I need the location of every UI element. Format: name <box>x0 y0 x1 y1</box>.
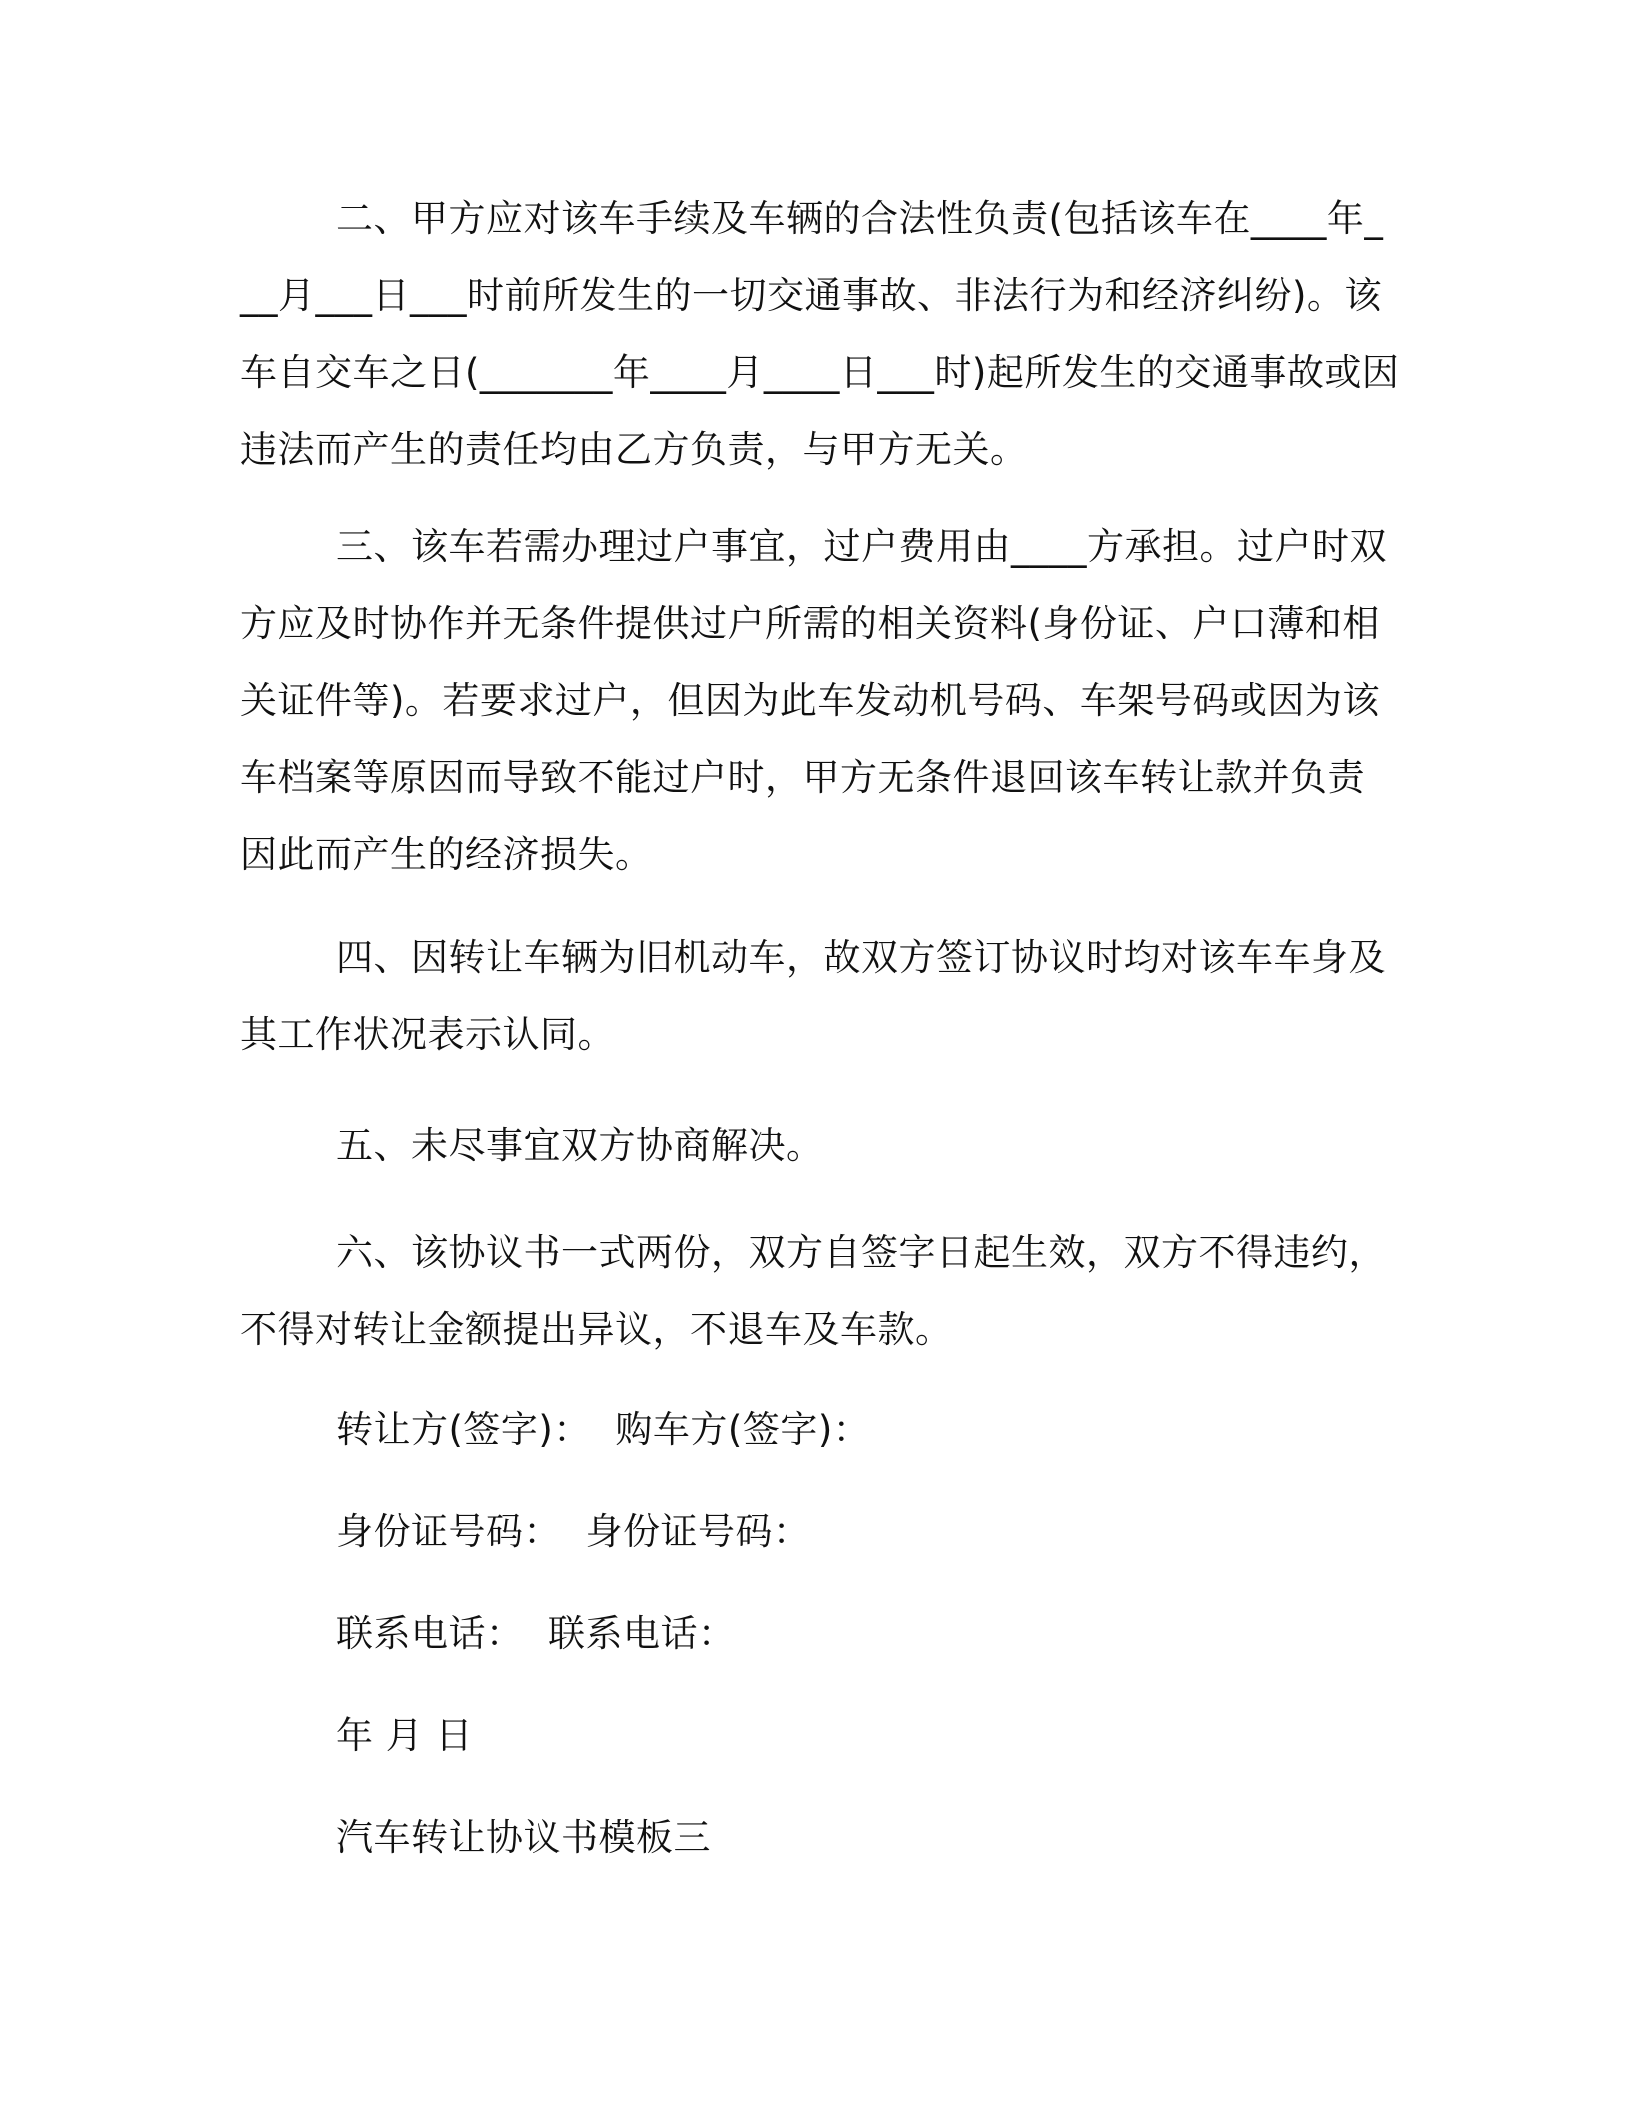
signature-line: 转让方(签字)： 购车方(签字)： <box>336 1408 871 1451</box>
next-template-heading: 汽车转让协议书模板三 <box>336 1816 711 1859</box>
phone-line: 联系电话： 联系电话： <box>336 1612 736 1655</box>
id-number-line: 身份证号码： 身份证号码： <box>336 1510 811 1553</box>
clause-6-paragraph: 六、该协议书一式两份，双方自签字日起生效，双方不得违约，不得对转让金额提出异议，不退车及车款。 <box>240 1231 1386 1351</box>
clause-3-paragraph: 三、该车若需办理过户事宜，过户费用由____方承担。过户时双方应及时协作并无条件提供过户所需的相关资料(身份证、户口薄和相关证件等)。若要求过户，但因为此车发动机号码、车架号码或因为该车档案等原因而导致不能过户时，甲方无条件退回该车转让款并负责因此而产生的经济损失。 <box>240 525 1387 876</box>
clause-4-paragraph: 四、因转让车辆为旧机动车，故双方签订协议时均对该车车身及其工作状况表示认同。 <box>240 936 1386 1056</box>
date-line: 年 月 日 <box>336 1714 474 1757</box>
clause-5-paragraph: 五、未尽事宜双方协商解决。 <box>336 1124 824 1167</box>
clause-2-paragraph: 二、甲方应对该车手续及车辆的合法性负责(包括该车在____年___月___日___时前所发生的一切交通事故、非法行为和经济纠纷)。该车自交车之日(_______年____月____日___时)起所发生的交通事故或因违法而产生的责任均由乙方负责，与甲方无关。 <box>240 197 1400 471</box>
